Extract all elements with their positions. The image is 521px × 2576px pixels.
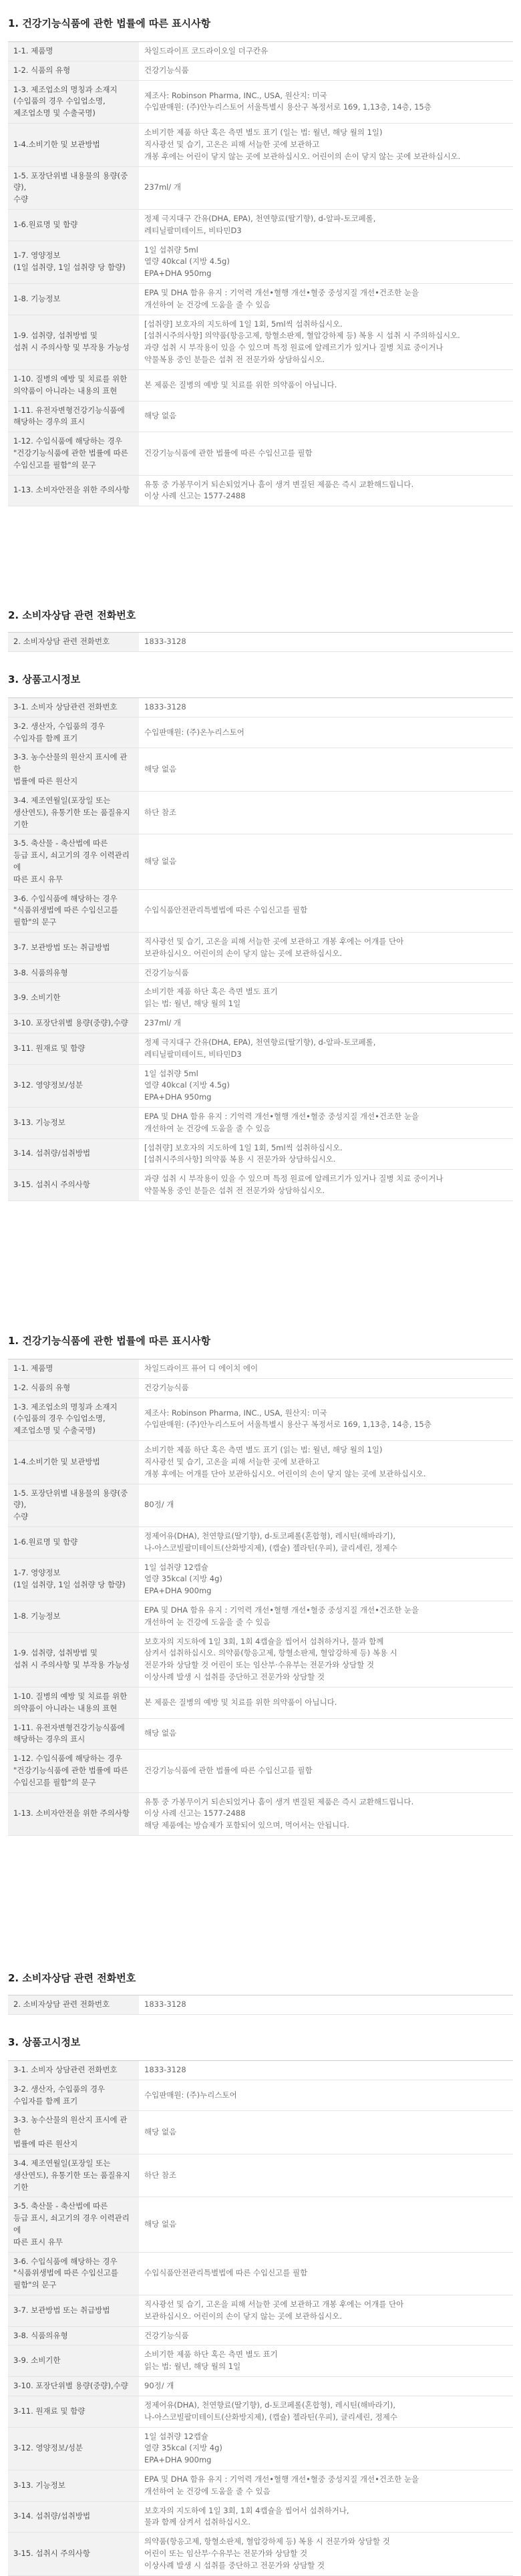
row-value: 차일드라이프 퓨어 디 에이치 에이 xyxy=(139,1359,513,1379)
row-label: 1-2. 식품의 유형 xyxy=(8,1378,139,1398)
row-value: 하단 참조 xyxy=(139,2154,513,2197)
table-row xyxy=(8,2326,513,2346)
row-label: 3-7. 보관방법 또는 취급방법 xyxy=(8,933,139,964)
row-label: 3-1. 소비자 상담관련 전화번호 xyxy=(8,698,139,717)
row-value: EPA 및 DHA 함유 유지 : 기억력 개선•혈행 개선•혈중 중성지질 개선•건조한 눈을 개선하여 눈 건강에 도움을 줄 수 있음 xyxy=(139,2470,513,2501)
table-row xyxy=(8,698,513,717)
table-row xyxy=(8,240,513,283)
consumer-phone-table-2 xyxy=(8,1995,513,2015)
table-row xyxy=(8,284,513,315)
table-row xyxy=(8,1107,513,1138)
row-value: 유통 중 가봉무이거 되손되었거나 흠이 생겨 변질된 제품은 즉시 교환해드립니다. 이상 사례 신고는 1577-2488 xyxy=(139,475,513,506)
table-row xyxy=(8,1014,513,1033)
table-row xyxy=(8,2346,513,2377)
row-value: [섭취량] 보호자의 지도하에 1일 1회, 5ml씩 섭취하십시오. [섭취시주의사항] 의약품 복용 시 전문가와 상담하십시오. xyxy=(139,1138,513,1170)
table-row xyxy=(8,2295,513,2327)
row-value: 수입판매원: (주)온누리스토어 xyxy=(139,717,513,748)
row-label: 1-10. 질병의 예방 및 치료를 위한 의약품이 아니라는 내용의 표현 xyxy=(8,1687,139,1718)
table-row xyxy=(8,1718,513,1750)
row-label: 3-14. 섭취량/섭취방법 xyxy=(8,2501,139,2533)
row-value: 의약품(항응고제, 항혈소판제, 혈압강하제 등) 복용 시 전문가와 상담할 것 어린이 또는 임산부·수유부는 전문가와 상담할 것 이상사례 발생 시 섭취를 중단하고 전문가와 상담할 것 xyxy=(139,2533,513,2575)
row-value: 본 제품은 질병의 예방 및 치료를 위한 의약품이 아닙니다. xyxy=(139,369,513,401)
row-label: 3-2. 생산자, 수입품의 경우 수입자를 함께 표기 xyxy=(8,717,139,748)
row-value: 건강기능식품에 관한 법률에 따른 수입신고를 필함 xyxy=(139,432,513,475)
row-value: 1833-3128 xyxy=(139,633,513,652)
table-row xyxy=(8,1378,513,1398)
row-label: 3-1. 소비자 상담관련 전화번호 xyxy=(8,2061,139,2080)
row-value: 보호자의 지도하에 1일 3회, 1회 4캡슐을 씹어서 섭취하거나, 물과 함께 삼켜서 섭취하십시오. 의약품(항응고제, 항혈소판제, 혈압강하제 등) 복용 시 전문가와 상담할 것 어린이 또는 임산부·수유부는 전문가와 상담할 것 이상사례 발생 시 섭취를 중단하고 전문가와 상담할 것 xyxy=(139,1632,513,1687)
row-label: 1-12. 수입식품에 해당하는 경우 "건강기능식품에 관한 법률에 따른 수입신고를 필함"의 문구 xyxy=(8,432,139,475)
row-value: 1일 섭취량 5ml 열량 40kcal (지방 4.5g) EPA+DHA 950mg xyxy=(139,240,513,283)
row-value: 소비기한 제품 하단 혹은 측면 별도 표기 읽는 법: 월년, 해당 월의 1일 xyxy=(139,2346,513,2377)
table-row xyxy=(8,2111,513,2154)
row-label: 1-8. 기능정보 xyxy=(8,284,139,315)
row-label: 3-4. 제조연월일(포장일 또는 생산연도), 유통기한 또는 품질유지기한 xyxy=(8,2154,139,2197)
row-value: 237ml/ 개 xyxy=(139,1014,513,1033)
row-value: 건강기능식품 xyxy=(139,1378,513,1398)
row-value: 1일 섭취량 12캡슐 열량 35kcal (지방 4g) EPA+DHA 900mg xyxy=(139,1558,513,1601)
table-row xyxy=(8,1441,513,1484)
row-label: 3-10. 포장단위별 용량(중량),수량 xyxy=(8,1014,139,1033)
table-row xyxy=(8,1792,513,1835)
row-label: 3-4. 제조연월일(포장일 또는 생산연도), 유통기한 또는 품질유지기한 xyxy=(8,791,139,834)
row-value: [섭취량] 보호자의 지도하에 1일 1회, 5ml씩 섭취하십시오. [섭취시주의사항] 의약품(항응고제, 항혈소판제, 혈압강하제 등) 복용 시 섭취 시 주의하십시오. 과량 섭취 시 부작용이 있을 수 있으며 특정 원료에 알레르기가 있거나 질병 치료 중이거나 약물복용 중인 분들은 섭취 전 전문가와 상담하십시오. xyxy=(139,315,513,369)
row-value: 정제 극지대구 간유(DHA, EPA), 천연향료(딸기향), d-알파-토코페롤, 레티닐팔미테이트, 비타민D3 xyxy=(139,1033,513,1064)
row-value: 소비기한 제품 하단 혹은 측면 별도 표기 (읽는 법: 월년, 해당 월의 1일) 직사광선 및 습기, 고온을 피해 서늘한 곳에 보관하고 개봉 후에는 어개를 단아 보관하십시오. 어린이의 손이 닿지 않는 곳에 보관하십시오. xyxy=(139,1441,513,1484)
row-value: 1일 섭취량 5ml 열량 40kcal (지방 4.5g) EPA+DHA 950mg xyxy=(139,1064,513,1107)
row-label: 2. 소비자상담 관련 전화번호 xyxy=(8,1995,139,2015)
row-value: EPA 및 DHA 함유 유지 : 기억력 개선•혈행 개선•혈중 중성지질 개선•건조한 눈을 개선하여 눈 건강에 도움을 줄 수 있음 xyxy=(139,284,513,315)
row-value: 정제 극지대구 간유(DHA, EPA), 천연향료(딸기향), d-알파-토코페롤, 레티닐팔미테이트, 비타민D3 xyxy=(139,209,513,240)
section-title-health-food-labeling-2: 1. 건강기능식품에 관한 법률에 따른 표시사항 xyxy=(8,1335,211,1347)
row-label: 3-6. 수입식품에 해당하는 경우 "식품위생법에 따른 수입신고를 필함"의 문구 xyxy=(8,2252,139,2295)
table-row xyxy=(8,432,513,475)
row-value: 건강기능식품에 관한 법률에 따른 수입신고를 필함 xyxy=(139,1750,513,1792)
row-label: 1-4.소비기한 및 보관방법 xyxy=(8,1441,139,1484)
table-row xyxy=(8,2080,513,2111)
section-title-product-notice: 3. 상품고시정보 xyxy=(8,673,81,685)
section-title-consumer-phone-2: 2. 소비자상담 관련 전화번호 xyxy=(8,1972,136,1984)
row-value: 해당 없음 xyxy=(139,2111,513,2154)
table-row xyxy=(8,983,513,1014)
table-row xyxy=(8,401,513,432)
health-food-labeling-table xyxy=(8,41,513,506)
row-label: 1-6.원료명 및 함량 xyxy=(8,1526,139,1558)
table-row xyxy=(8,369,513,401)
row-label: 1-13. 소비자안전을 위한 주의사항 xyxy=(8,475,139,506)
row-label: 1-12. 수입식품에 해당하는 경우 "건강기능식품에 관한 법률에 따른 수입신고를 필함"의 문구 xyxy=(8,1750,139,1792)
row-label: 1-11. 유전자변형건강기능식품에 해당하는 경우의 표시 xyxy=(8,401,139,432)
row-label: 3-8. 식품의유형 xyxy=(8,2326,139,2346)
row-label: 3-9. 소비기한 xyxy=(8,983,139,1014)
row-label: 1-8. 기능정보 xyxy=(8,1601,139,1633)
row-value: 수입식품안전관리특별법에 따른 수입신고를 필함 xyxy=(139,889,513,932)
row-label: 1-9. 섭취량, 섭취방법 및 섭취 시 주의사항 및 부작용 가능성 xyxy=(8,1632,139,1687)
table-row xyxy=(8,2061,513,2080)
table-row xyxy=(8,1398,513,1440)
consumer-phone-table xyxy=(8,632,513,652)
table-row xyxy=(8,1558,513,1601)
row-label: 1-6.원료명 및 함량 xyxy=(8,209,139,240)
table-row xyxy=(8,124,513,166)
table-row xyxy=(8,2377,513,2396)
product-notice-table xyxy=(8,697,513,1201)
row-label: 3-8. 식품의유형 xyxy=(8,963,139,983)
table-row xyxy=(8,748,513,791)
row-value: 1833-3128 xyxy=(139,1995,513,2015)
row-label: 3-5. 축산물 - 축산법에 따른 등급 표시, 쇠고기의 경우 이력관리에 따른 표시 유무 xyxy=(8,2197,139,2252)
table-row xyxy=(8,315,513,369)
row-value: EPA 및 DHA 함유 유지 : 기억력 개선•혈행 개선•혈중 중성지질 개선•건조한 눈을 개선하여 눈 건강에 도움을 줄 수 있음 xyxy=(139,1107,513,1138)
row-label: 3-9. 소비기한 xyxy=(8,2346,139,2377)
table-row xyxy=(8,1632,513,1687)
table-row xyxy=(8,2396,513,2427)
table-row xyxy=(8,1359,513,1379)
table-row xyxy=(8,1687,513,1718)
table-row xyxy=(8,1601,513,1633)
row-label: 1-5. 포장단위별 내용물의 용량(중량), 수량 xyxy=(8,1484,139,1526)
row-value: 유통 중 가봉무이거 되손되었거나 흠이 생겨 변질된 제품은 즉시 교환해드립니다. 이상 사례 신고는 1577-2488 해당 제품에는 방습제가 포함되어 있으며, 먹어서는 안됩니다. xyxy=(139,1792,513,1835)
table-row xyxy=(8,933,513,964)
row-label: 3-3. 농수산물의 원산지 표시에 관한 법률에 따른 원산지 xyxy=(8,748,139,791)
table-row xyxy=(8,633,513,652)
row-value: 정제어유(DHA), 천연향료(딸기향), d-토코페롤(혼합형), 레시틴(해바라기), 나-아스코빌팔미테이트(산화방지제), (캡슐) 젤라틴(우피), 글리세린, 정제수 xyxy=(139,2396,513,2427)
row-value: 제조사: Robinson Pharma, INC., USA, 원산지: 미국 수입판매원: (주)안누리스토어 서울특별시 용산구 복정서로 169, 1,13층, 14층, 15층 xyxy=(139,80,513,123)
row-value: 소비기한 제품 하단 혹은 측면 별도 표기 (일는 법: 월년, 해당 월의 1일) 직사광선 및 습기, 고온은 피해 서늘한 곳에 보관하고 개봉 후에는 어린이 닿지 않는 곳에 보관하십시오. 어린이의 손이 닿지 않는 곳에 보관하십시오. xyxy=(139,124,513,166)
row-value: 해당 없음 xyxy=(139,401,513,432)
table-row xyxy=(8,889,513,932)
row-label: 3-12. 영양정보/성분 xyxy=(8,2427,139,2470)
row-value: 건강기능식품 xyxy=(139,61,513,80)
row-value: EPA 및 DHA 함유 유지 : 기억력 개선•혈행 개선•혈중 중성지질 개선•건조한 눈을 개선하여 눈 건강에 도움을 줄 수 있음 xyxy=(139,1601,513,1633)
table-row xyxy=(8,1064,513,1107)
row-label: 3-13. 기능정보 xyxy=(8,1107,139,1138)
row-value: 건강기능식품 xyxy=(139,2326,513,2346)
row-label: 1-7. 영양정보 (1일 섭취량, 1일 섭취량 당 함량) xyxy=(8,240,139,283)
row-value: 소비기한 제품 하단 혹은 측면 별도 표기 읽는 법: 월년, 해당 월의 1일 xyxy=(139,983,513,1014)
table-row xyxy=(8,61,513,80)
row-label: 1-5. 포장단위별 내용물의 용량(중량), 수량 xyxy=(8,166,139,209)
row-label: 1-11. 유전자변형건강기능식품에 해당하는 경우의 표시 xyxy=(8,1718,139,1750)
row-label: 3-7. 보관방법 또는 취급방법 xyxy=(8,2295,139,2327)
row-label: 1-3. 제조업소의 명칭과 소재지 (수입품의 경우 수입업소명, 제조업소명 및 수출국명) xyxy=(8,80,139,123)
table-row xyxy=(8,1484,513,1526)
table-row xyxy=(8,1750,513,1792)
row-label: 1-1. 제품명 xyxy=(8,42,139,61)
table-row xyxy=(8,791,513,834)
table-row xyxy=(8,1138,513,1170)
row-label: 3-5. 축산물 - 축산법에 따른 등급 표시, 쇠고기의 경우 이력관리에 따른 표시 유무 xyxy=(8,834,139,889)
row-value: 해당 없음 xyxy=(139,834,513,889)
row-value: 직사광선 및 습기, 고온을 피해 서늘한 곳에 보관하고 개봉 후에는 어개를 단아 보관하십시오. 어린이의 손이 닿지 않는 곳에 보관하십시오. xyxy=(139,933,513,964)
row-label: 3-15. 섭취시 주의사항 xyxy=(8,1170,139,1201)
row-value: 수입판매원: (주)누리스토어 xyxy=(139,2080,513,2111)
row-label: 1-7. 영양정보 (1일 섭취량, 1일 섭취량 당 함량) xyxy=(8,1558,139,1601)
row-value: 과량 섭취 시 부작용이 있을 수 있으며 특정 원료에 알레르기가 있거나 질병 치료 중이거나 약물복용 중인 분들은 섭취 전 전문가와 상담하십시오. xyxy=(139,1170,513,1201)
row-label: 3-2. 생산자, 수입품의 경우 수입자를 함께 표기 xyxy=(8,2080,139,2111)
row-label: 3-15. 섭취시 주의사항 xyxy=(8,2533,139,2575)
table-row xyxy=(8,2252,513,2295)
table-row xyxy=(8,717,513,748)
row-label: 1-4.소비기한 및 보관방법 xyxy=(8,124,139,166)
row-label: 1-2. 식품의 유형 xyxy=(8,61,139,80)
row-value: 정제어유(DHA), 천연향료(딸기향), d-토코페롤(혼합형), 레시틴(해바라기), 나-아스코빌팔미테이트(산화방지제), (캡슐) 젤라틴(우피), 글리세린, 정제수 xyxy=(139,1526,513,1558)
row-value: 90정/ 개 xyxy=(139,2377,513,2396)
row-value: 직사광선 및 습기, 고온을 피해 서늘한 곳에 보관하고 개봉 후에는 어개를 단아 보관하십시오. 어린이의 손이 닿지 않는 곳에 보관하십시오. xyxy=(139,2295,513,2327)
table-row xyxy=(8,1033,513,1064)
table-row xyxy=(8,2501,513,2533)
row-label: 3-11. 원재료 및 함량 xyxy=(8,1033,139,1064)
row-value: 본 제품은 질병의 예방 및 치료를 위한 의약품이 아닙니다. xyxy=(139,1687,513,1718)
row-value: 수입식품안전관리특별법에 따른 수입신고를 필함 xyxy=(139,2252,513,2295)
table-row xyxy=(8,2154,513,2197)
section-title-health-food-labeling: 1. 건강기능식품에 관한 법률에 따른 표시사항 xyxy=(8,17,211,29)
row-label: 1-3. 제조업소의 명칭과 소재지 (수입품의 경우 수입업소명, 제조업소명 및 수출국명) xyxy=(8,1398,139,1440)
row-value: 해당 없음 xyxy=(139,2197,513,2252)
table-row xyxy=(8,80,513,123)
table-row xyxy=(8,963,513,983)
row-label: 1-10. 질병의 예방 및 치료를 위한 의약품이 아니라는 내용의 표현 xyxy=(8,369,139,401)
table-row xyxy=(8,2533,513,2575)
row-value: 보호자의 지도하에 1일 3회, 1회 4캡슐을 씹어서 섭취하거나, 물과 함께 삼켜서 섭취하십시오. xyxy=(139,2501,513,2533)
row-label: 3-12. 영양정보/성분 xyxy=(8,1064,139,1107)
row-label: 3-10. 포장단위별 용량(중량),수량 xyxy=(8,2377,139,2396)
row-value: 해당 없음 xyxy=(139,748,513,791)
table-row xyxy=(8,2470,513,2501)
row-label: 1-9. 섭취량, 섭취방법 및 섭취 시 주의사항 및 부작용 가능성 xyxy=(8,315,139,369)
table-row xyxy=(8,2427,513,2470)
row-label: 1-1. 제품명 xyxy=(8,1359,139,1379)
health-food-labeling-table-2 xyxy=(8,1359,513,1836)
row-label: 2. 소비자상담 관련 전화번호 xyxy=(8,633,139,652)
section-title-consumer-phone: 2. 소비자상담 관련 전화번호 xyxy=(8,609,136,621)
row-label: 3-14. 섭취량/섭취방법 xyxy=(8,1138,139,1170)
table-row xyxy=(8,834,513,889)
row-value: 1일 섭취량 12캡슐 열량 35kcal (지방 4g) EPA+DHA 900mg xyxy=(139,2427,513,2470)
table-row xyxy=(8,1170,513,1201)
product-notice-table-2 xyxy=(8,2060,513,2576)
row-value: 1833-3128 xyxy=(139,2061,513,2080)
row-value: 건강기능식품 xyxy=(139,963,513,983)
table-row xyxy=(8,1995,513,2015)
row-value: 1833-3128 xyxy=(139,698,513,717)
section-title-product-notice-2: 3. 상품고시정보 xyxy=(8,2036,81,2048)
row-label: 3-6. 수입식품에 해당하는 경우 "식품위생법에 따른 수입신고를 필함"의 문구 xyxy=(8,889,139,932)
row-value: 해당 없음 xyxy=(139,1718,513,1750)
table-row xyxy=(8,166,513,209)
row-label: 1-13. 소비자안전을 위한 주의사항 xyxy=(8,1792,139,1835)
row-label: 3-11. 원재료 및 함량 xyxy=(8,2396,139,2427)
row-value: 237ml/ 개 xyxy=(139,166,513,209)
row-value: 차일드라이프 코드라이오일 더구칸유 xyxy=(139,42,513,61)
row-label: 3-13. 기능정보 xyxy=(8,2470,139,2501)
table-row xyxy=(8,1526,513,1558)
table-row xyxy=(8,209,513,240)
row-value: 하단 참조 xyxy=(139,791,513,834)
row-value: 제조사: Robinson Pharma, INC., USA, 원산지: 미국 수입판매원: (주)안누리스토어 서울특별시 용산구 복정서로 169, 1,13층, 14층, 15층 xyxy=(139,1398,513,1440)
table-row xyxy=(8,2197,513,2252)
row-value: 80정/ 개 xyxy=(139,1484,513,1526)
row-label: 3-3. 농수산물의 원산지 표시에 관한 법률에 따른 원산지 xyxy=(8,2111,139,2154)
table-row xyxy=(8,475,513,506)
table-row xyxy=(8,42,513,61)
